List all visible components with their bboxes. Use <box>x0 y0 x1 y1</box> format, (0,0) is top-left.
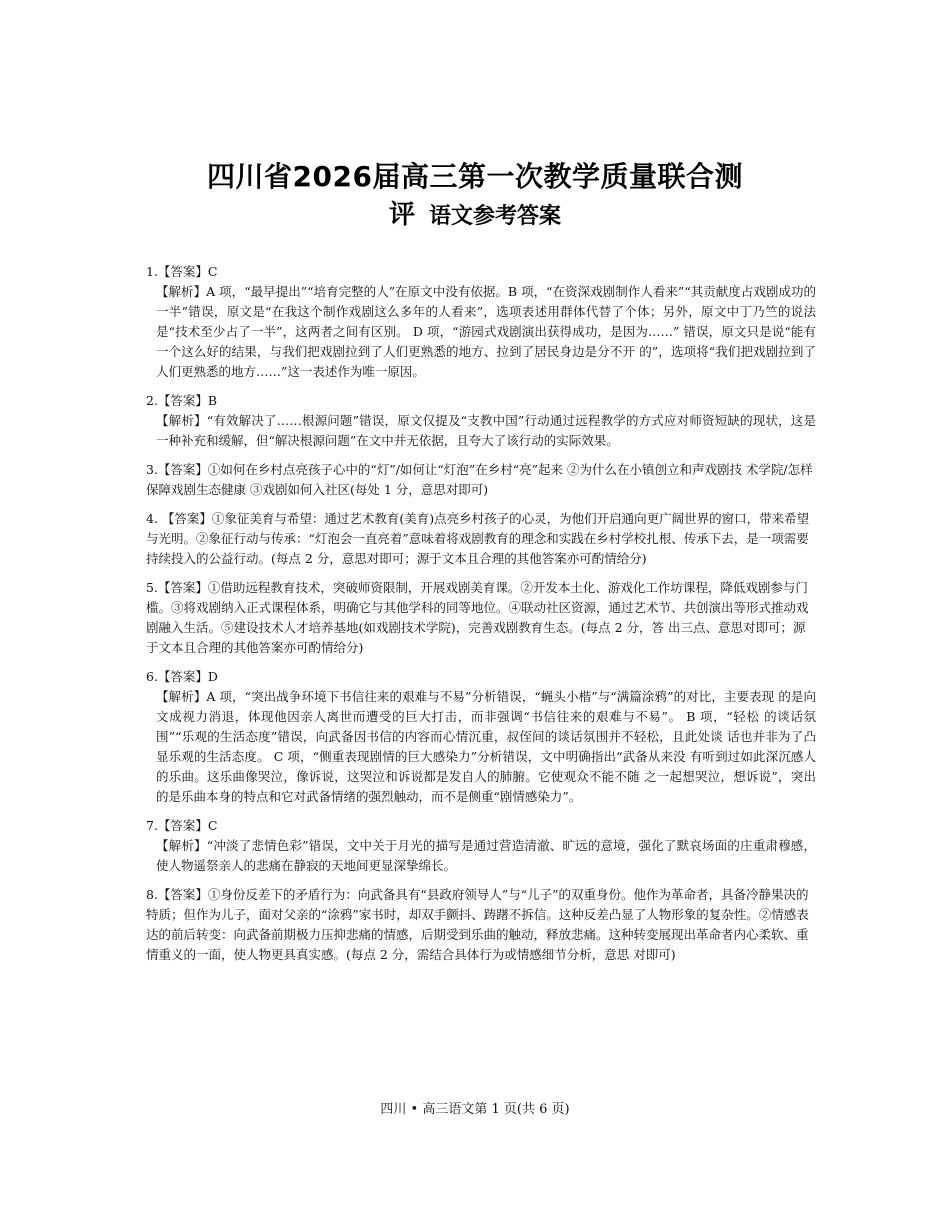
question-7 <box>146 816 816 876</box>
answer-line: 7.【答案】C <box>146 818 218 833</box>
answer-line: 4. 【答案】①象征美育与希望：通过艺术教育(美育)点亮乡村孩子的心灵，为他们开启通向更广阔世界的窗口，带来希望与光明。②象征行动与传承：“灯泡会一直亮着”意味着将戏剧教育的理念和实践在乡村学校扎根、传承下去，是一项需要持续投入的公益行动。(每点 2 分，意思对即可；源于文本且合理的其他答案亦可酌情给分) <box>146 511 810 566</box>
question-8 <box>146 885 816 965</box>
explanation: 【解析】“冲淡了悲情色彩”错误，文中关于月光的描写是通过营造清澈、旷远的意境，强化了默哀场面的庄重肃穆感，使人物遥祭亲人的悲痛在静寂的天地间更显深挚绵长。 <box>156 838 816 873</box>
explanation: 【解析】A 项，“最早提出”“培育完整的人”在原文中没有依据。B 项，“在资深戏剧制作人看来”“其贡献度占戏剧成功的一半”错误，原文是“在我这个制作戏剧这么多年的人看来”，选项表述用群体代替了个体；另外，原文中丁乃竺的说法是“技术至少占了一半”，这两者之间有区别。 D 项，“游园式戏剧演出获得成功，是因为……” 错误，原文只是说“能有一个这么好的结果，与我们把戏剧拉到了人们更熟悉的地方、拉到了居民身边是分不开 的”，选项将“我们把戏剧拉到了人们更熟悉的地方……”这一表述作为唯一原因。 <box>156 284 816 379</box>
explanation: 【解析】A 项，“突出战争环境下书信往来的艰难与不易”分析错误，“蝇头小楷”与“满篇涂鸦”的对比，主要表现 的是向文成视力消退，体现他因亲人离世而遭受的巨大打击，而非强调“书信往来的艰难与不易”。 B 项，“轻松 的谈话氛围”“乐观的生活态度”错误，向武备因书信的内容而心情沉重，叔侄间的谈话氛围并不轻松，且此处谈 话也并非为了凸显乐观的生活态度。 C 项，“侧重表现剧情的巨大感染力”分析错误，文中明确指出“武备从来没 有听到过如此深沉感人的乐曲。这乐曲像哭泣，像诉说，这哭泣和诉说都是发自人的肺腑。它使观众不能不随 之一起想哭泣，想诉说”，突出的是乐曲本身的特点和它对武备情绪的强烈触动，而不是侧重“剧情感染力”。 <box>156 689 816 804</box>
answer-line: 2.【答案】B <box>146 393 218 408</box>
answer-line: 8.【答案】①身份反差下的矛盾行为：向武备具有“县政府领导人”与“儿子”的双重身份。他作为革命者，具备冷静果决的特质；但作为儿子，面对父亲的“涂鸦”家书时，却双手颤抖、踌躇不拆信。这种反差凸显了人物形象的复杂性。②情感表达的前后转变：向武备前期极力压抑悲痛的情感，后期受到乐曲的触动，释放悲痛。这种转变展现出革命者内心柔软、重情重义的一面，使人物更具真实感。(每点 2 分，需结合具体行为或情感细节分析，意思 对即可) <box>146 887 809 962</box>
question-2 <box>146 391 816 451</box>
answer-line: 6.【答案】D <box>146 669 218 684</box>
question-5 <box>146 578 816 658</box>
page-subtitle <box>0 194 950 231</box>
question-3 <box>146 460 816 500</box>
explanation: 【解析】“有效解决了……根源问题”错误，原文仅提及“支教中国”行动通过远程教学的方式应对师资短缺的现状，这是一种补充和缓解，但“解决根源问题”在文中并无依据，且夸大了该行动的实际效果。 <box>156 413 816 448</box>
answer-list <box>146 262 816 974</box>
title-char: 评 <box>388 200 415 230</box>
page-title: 四川省2026届高三第一次教学质量联合测 <box>207 160 743 193</box>
subtitle-text: 语文参考答案 <box>429 204 562 229</box>
question-4 <box>146 509 816 569</box>
answer-line: 3.【答案】①如何在乡村点亮孩子心中的“灯”/如何让“灯泡”在乡村“亮”起来 ②为什么在小镇创立和声戏剧技 术学院/怎样保障戏剧生态健康 ③戏剧如何入社区(每处 1 分，意思对即可) <box>146 462 813 497</box>
answer-line: 1.【答案】C <box>146 264 218 279</box>
answer-line: 5.【答案】①借助远程教育技术，突破师资限制，开展戏剧美育课。②开发本土化、游戏化工作坊课程，降低戏剧参与门槛。③将戏剧纳入正式课程体系，明确它与其他学科的同等地位。④联动社区资源，通过艺术节、共创演出等形式推动戏剧融入生活。⑤建设技术人才培养基地(如戏剧技术学院)，完善戏剧教育生态。(每点 2 分，答 出三点、意思对即可；源于文本且合理的其他答案亦可酌情给分) <box>146 580 809 655</box>
question-1 <box>146 262 816 382</box>
question-6 <box>146 667 816 807</box>
page-footer: 四川 • 高三语文第 1 页(共 6 页) <box>380 1102 570 1117</box>
